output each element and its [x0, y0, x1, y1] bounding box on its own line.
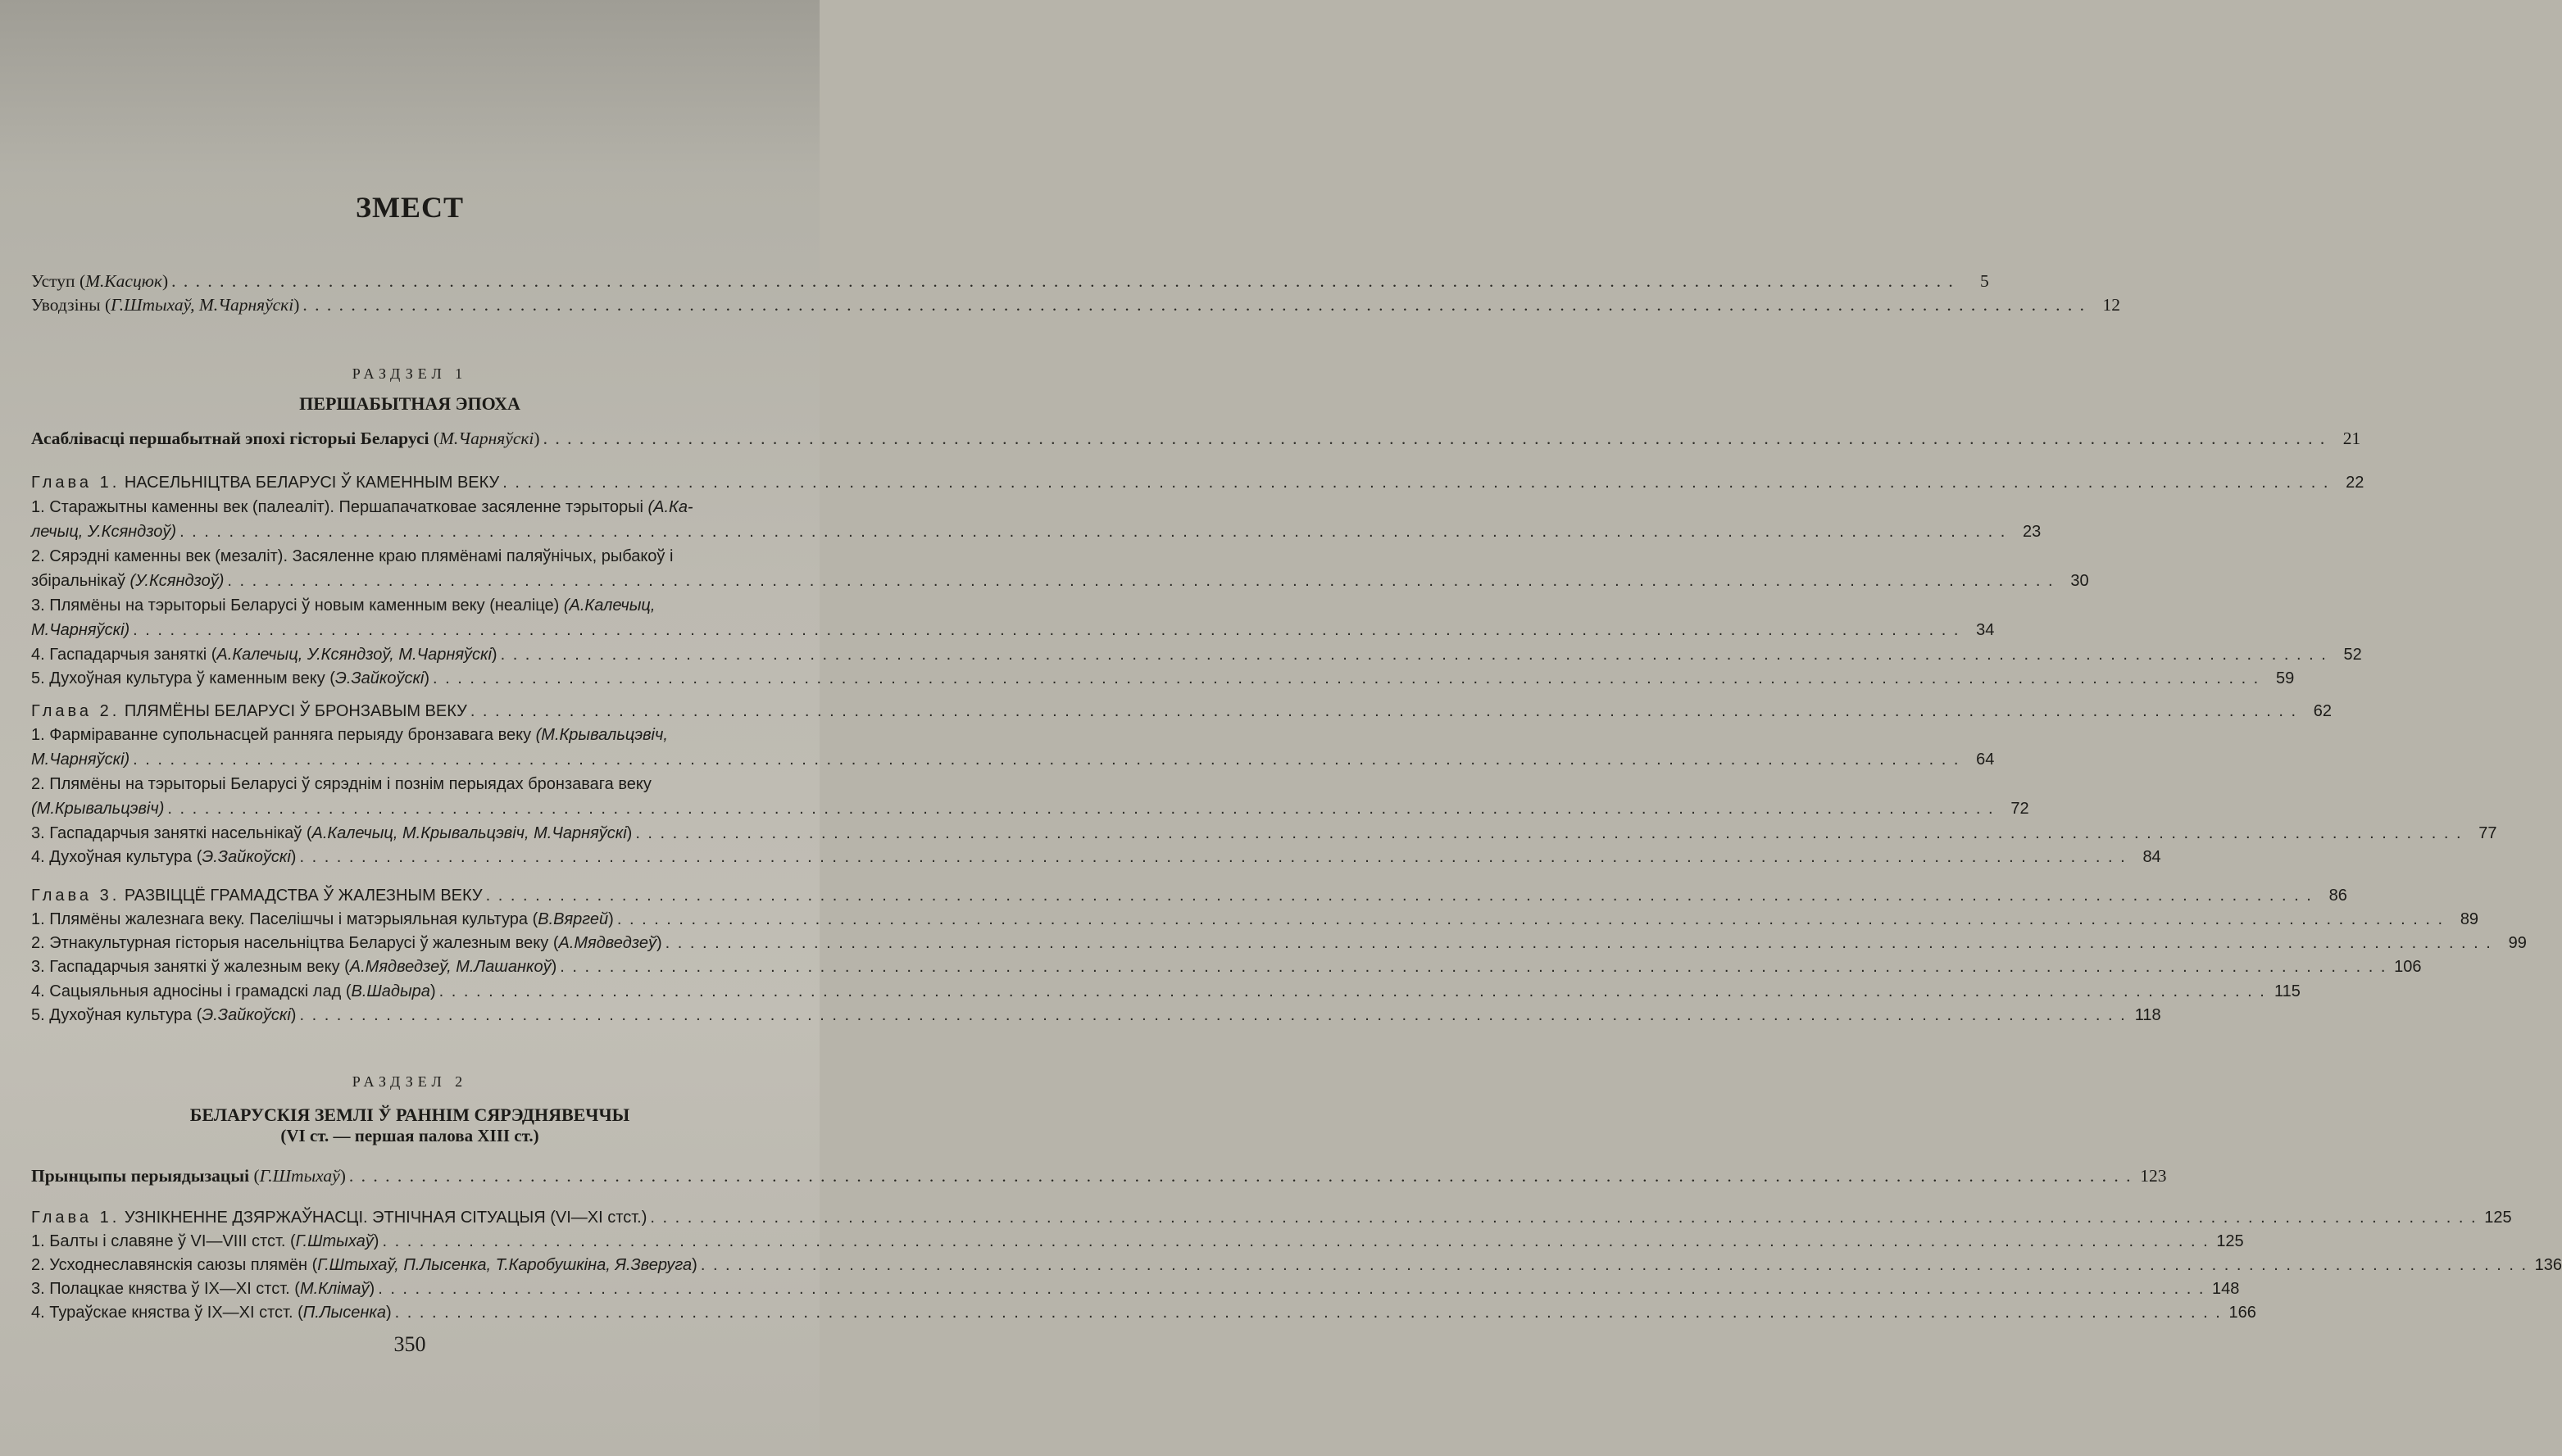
section-label: РАЗДЗЕЛ 2	[352, 1073, 468, 1090]
section-label: РАЗДЗЕЛ 1	[352, 365, 468, 382]
toc-entry: 2. Плямёны на тэрыторыі Беларусі ў сярэднім і познім перыядах бронзавага веку (М.Крывальцэвіч) . . . 72	[31, 772, 797, 821]
chapter-heading: Глава 1. УЗНІКНЕННЕ ДЗЯРЖАЎНАСЦІ. ЭТНІЧНАЯ СІТУАЦЫЯ (VI—XI стст.) . . . 125	[31, 1205, 797, 1230]
toc-entry: 2. Усходнеславянскія саюзы плямён (Г.Штыхаў, П.Лысенка, Т.Каробушкіна, Я.Зверуга) . . . 136	[31, 1253, 797, 1277]
toc-entry: 4. Духоўная культура (Э.Зайкоўскі) . . . 84	[31, 845, 797, 869]
toc-entry-introduction: Уводзіны (Г.Штыхаў, М.Чарняўскі) . . . 12	[31, 293, 797, 317]
toc-entry: 4. Сацыяльныя адносіны і грамадскі лад (В.Шадыра) . . . 115	[31, 979, 797, 1004]
section-title: ПЕРШАБЫТНАЯ ЭПОХА	[299, 393, 520, 414]
toc-entry: 4. Тураўскае княства ў IX—XI стст. (П.Лысенка) . . . 166	[31, 1300, 797, 1325]
section-title: БЕЛАРУСКІЯ ЗЕМЛІ Ў РАННІМ СЯРЭДНЯВЕЧЧЫ	[189, 1104, 630, 1125]
page-number: 350	[393, 1332, 426, 1356]
chapter-heading: Глава 2. ПЛЯМЁНЫ БЕЛАРУСІ Ў БРОНЗАВЫМ ВЕКУ . . . 62	[31, 699, 797, 723]
chapter-heading: Глава 3. РАЗВІЦЦЁ ГРАМАДСТВА Ў ЖАЛЕЗНЫМ ВЕКУ . . . 86	[31, 883, 797, 908]
toc-entry-section-intro: Прынцыпы перыядызацыі (Г.Штыхаў) . . . 123	[31, 1163, 797, 1188]
section-subtitle: (VI ст. — першая палова XIII ст.)	[280, 1126, 539, 1145]
toc-entry-intro: Уступ (М.Касцюк) . . . 5	[31, 269, 797, 293]
toc-entry: 3. Гаспадарчыя заняткі насельнікаў (А.Калечыц, М.Крывальцэвіч, М.Чарняўскі) . . . 77	[31, 821, 797, 846]
toc-entry: 5. Духоўная культура ў каменным веку (Э.Зайкоўскі) . . . 59	[31, 666, 797, 691]
toc-entry: 1. Плямёны жалезнага веку. Паселішчы і матэрыяльная культура (В.Вяргей) . . . 89	[31, 907, 797, 932]
toc-entry: 3. Плямёны на тэрыторыі Беларусі ў новым каменным веку (неаліце) (А.Калечыц, М.Чарняўскі) . . . 34	[31, 593, 797, 642]
toc-entry: 1. Балты і славяне ў VI—VIII стст. (Г.Штыхаў) . . . 125	[31, 1229, 797, 1254]
toc-entry: 3. Полацкае княства ў IX—XI стст. (М.Клімаў) . . . 148	[31, 1277, 797, 1301]
toc-entry: 4. Гаспадарчыя заняткі (А.Калечыц, У.Ксяндзоў, М.Чарняўскі) . . . 52	[31, 642, 797, 667]
toc-entry-section-intro: Асаблівасці першабытнай эпохі гісторыі Беларусі (М.Чарняўскі) . . . 21	[31, 426, 797, 451]
chapter-heading: Глава 1. НАСЕЛЬНІЦТВА БЕЛАРУСІ Ў КАМЕННЫМ ВЕКУ . . . 22	[31, 470, 797, 495]
toc-entry: 2. Этнакультурная гісторыя насельніцтва Беларусі ў жалезным веку (А.Мядведзеў) . . . 99	[31, 931, 797, 955]
toc-entry: 2. Сярэдні каменны век (мезаліт). Засяленне краю плямёнамі паляўнічых, рыбакоў і збіральнікаў (У.Ксяндзоў) . . . 30	[31, 544, 797, 593]
toc-entry: 1. Старажытны каменны век (палеаліт). Першапачатковае засяленне тэрыторыі (А.Ка- лечыц, У.Ксяндзоў) . . . 23	[31, 495, 797, 544]
toc-entry: 3. Гаспадарчыя заняткі ў жалезным веку (А.Мядведзеў, М.Лашанкоў) . . . 106	[31, 955, 797, 979]
toc-entry: 1. Фарміраванне супольнасцей ранняга перыяду бронзавага веку (М.Крывальцэвіч, М.Чарняўскі) . . . 64	[31, 723, 797, 772]
page-title: ЗМЕСТ	[355, 191, 464, 224]
toc-entry: 5. Духоўная культура (Э.Зайкоўскі) . . . 118	[31, 1003, 797, 1027]
